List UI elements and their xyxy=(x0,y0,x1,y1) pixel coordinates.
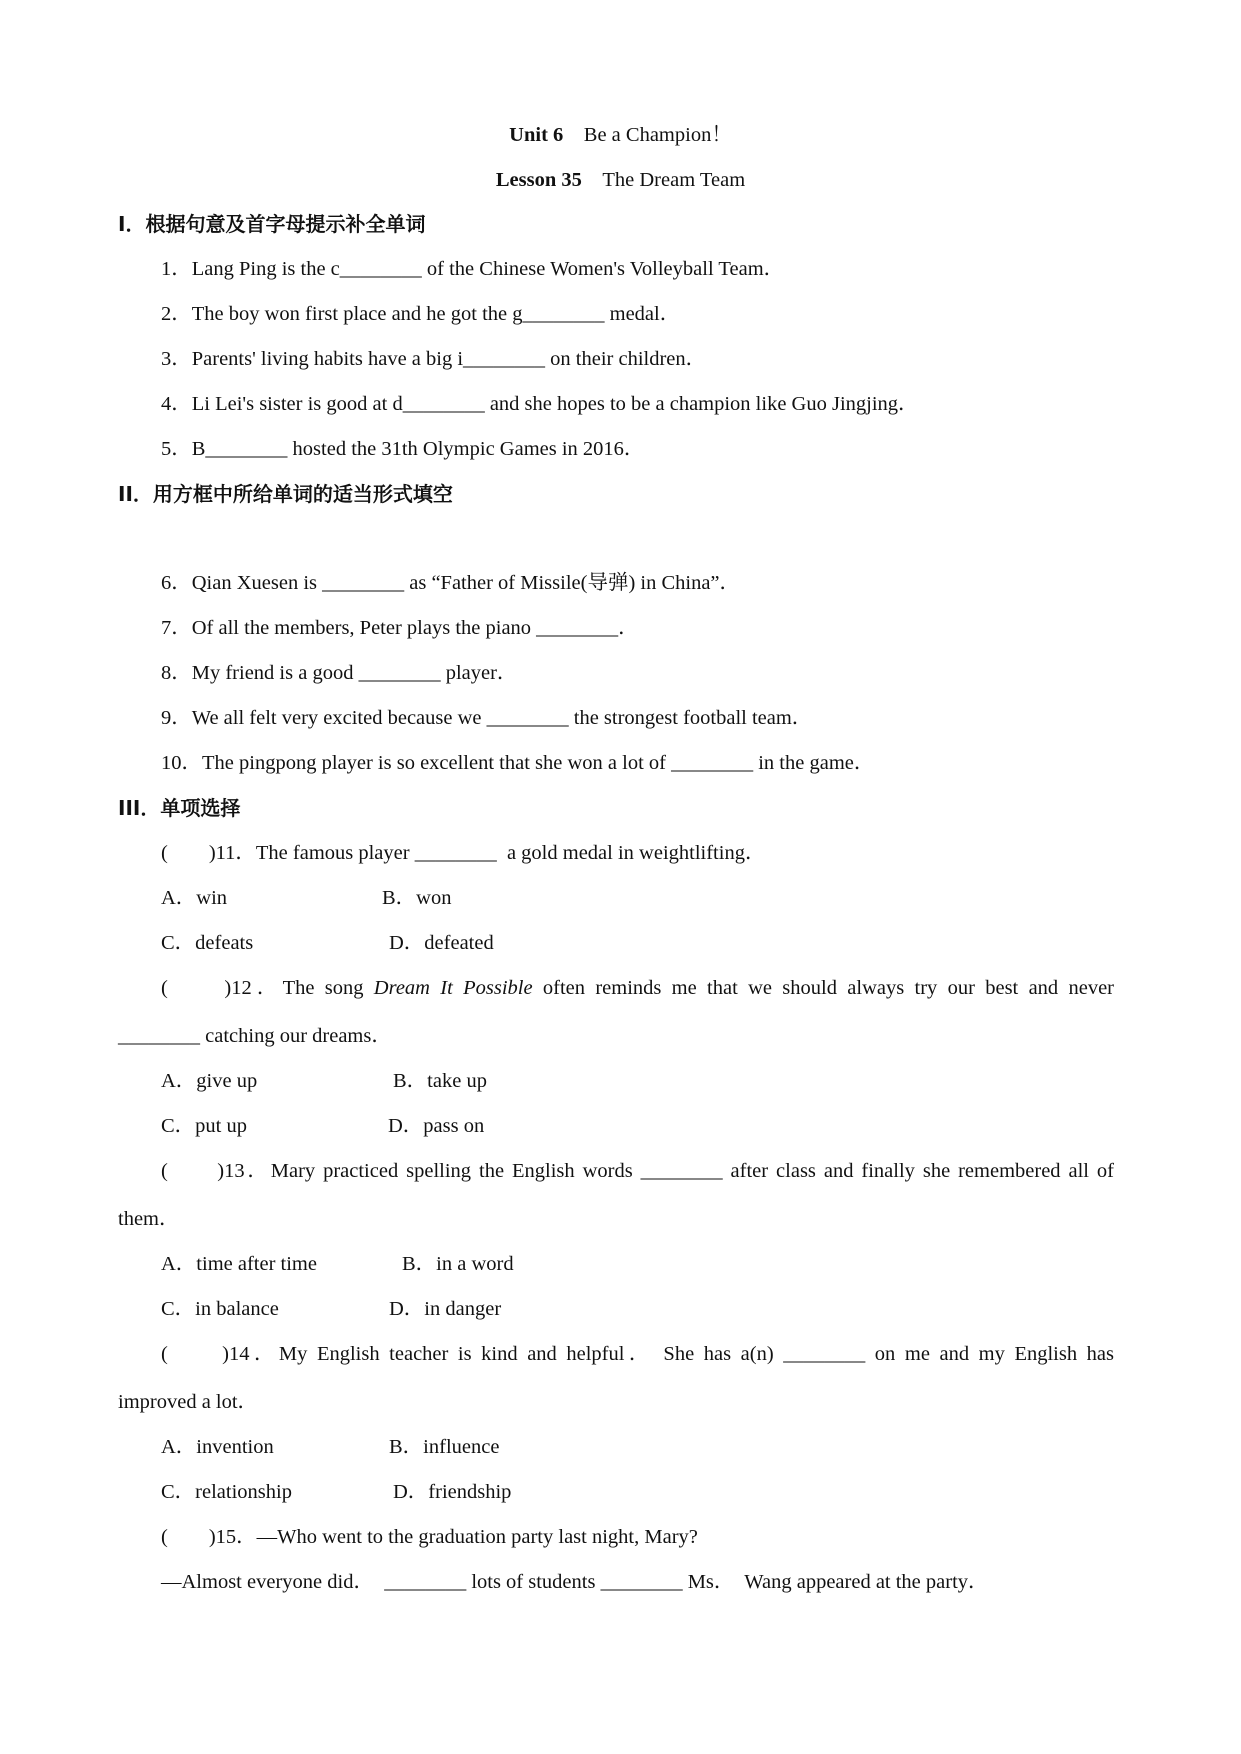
q12-option-b: B．take up xyxy=(393,1070,487,1092)
question-6: 6．Qian Xuesen is ________ as “Father of Missile(导弹) in China”． xyxy=(161,572,741,594)
question-8: 8．My friend is a good ________ player． xyxy=(161,662,518,684)
q12-stem-pre: ( )12．The song xyxy=(161,977,374,999)
q13-option-a: A．time after time xyxy=(161,1253,317,1275)
question-2: 2．The boy won first place and he got the g________ medal． xyxy=(161,303,681,325)
q12-stem-post: often reminds me that we should always try our best and never xyxy=(532,977,1114,999)
q13-option-d: D．in danger xyxy=(389,1298,502,1320)
q14-continuation: improved a lot． xyxy=(118,1391,259,1413)
question-13: ( )13．Mary practiced spelling the English words ________ after class and finally she remembered all of xyxy=(161,1160,1114,1182)
question-15: ( )15．—Who went to the graduation party last night, Mary? xyxy=(161,1526,698,1548)
lesson-title: The Dream Team xyxy=(602,169,746,191)
section-1-title: I．根据句意及首字母提示补全单词 xyxy=(118,212,426,236)
q12-option-a: A．give up xyxy=(161,1070,258,1092)
question-4: 4．Li Lei's sister is good at d________ and she hopes to be a champion like Guo Jingjing． xyxy=(161,393,919,415)
section-2-title: II．用方框中所给单词的适当形式填空 xyxy=(118,482,453,506)
q12-option-d: D．pass on xyxy=(388,1115,485,1137)
section-3-title: III．单项选择 xyxy=(118,796,241,820)
question-10: 10．The pingpong player is so excellent that she won a lot of ________ in the game． xyxy=(161,752,875,774)
q11-option-b: B．won xyxy=(382,887,452,909)
q12-song-title: Dream It Possible xyxy=(373,977,533,999)
unit-title: Be a Champion！ xyxy=(583,124,732,146)
q13-option-c: C．in balance xyxy=(161,1298,279,1320)
question-9: 9．We all felt very excited because we ________ the strongest football team． xyxy=(161,707,813,729)
unit-heading xyxy=(0,122,1241,148)
question-11: ( )11．The famous player ________ a gold medal in weightlifting． xyxy=(161,842,766,864)
question-3: 3．Parents' living habits have a big i________ on their children． xyxy=(161,348,707,370)
q14-option-b: B．influence xyxy=(389,1436,500,1458)
q12-continuation: ________ catching our dreams． xyxy=(118,1025,392,1047)
question-12 xyxy=(161,975,1114,1001)
q14-option-a: A．invention xyxy=(161,1436,274,1458)
lesson-number: Lesson 35 xyxy=(495,169,582,191)
q13-option-b: B．in a word xyxy=(402,1253,514,1275)
q14-option-c: C．relationship xyxy=(161,1481,292,1503)
question-1: 1．Lang Ping is the c________ of the Chinese Women's Volleyball Team． xyxy=(161,258,785,280)
unit-number: Unit 6 xyxy=(509,124,564,146)
q11-option-a: A．win xyxy=(161,887,228,909)
question-7: 7．Of all the members, Peter plays the piano ________． xyxy=(161,617,639,639)
q14-option-d: D．friendship xyxy=(393,1481,512,1503)
q11-option-d: D．defeated xyxy=(389,932,494,954)
q13-continuation: them． xyxy=(118,1208,180,1230)
q12-option-c: C．put up xyxy=(161,1115,247,1137)
lesson-heading xyxy=(0,167,1241,193)
q15-reply: —Almost everyone did． ________ lots of students ________ Ms． Wang appeared at the party． xyxy=(161,1571,989,1593)
question-14: ( )14．My English teacher is kind and helpful． She has a(n) ________ on me and my English has xyxy=(161,1343,1114,1365)
q11-option-c: C．defeats xyxy=(161,932,254,954)
question-5: 5．B________ hosted the 31th Olympic Games in 2016． xyxy=(161,438,645,460)
